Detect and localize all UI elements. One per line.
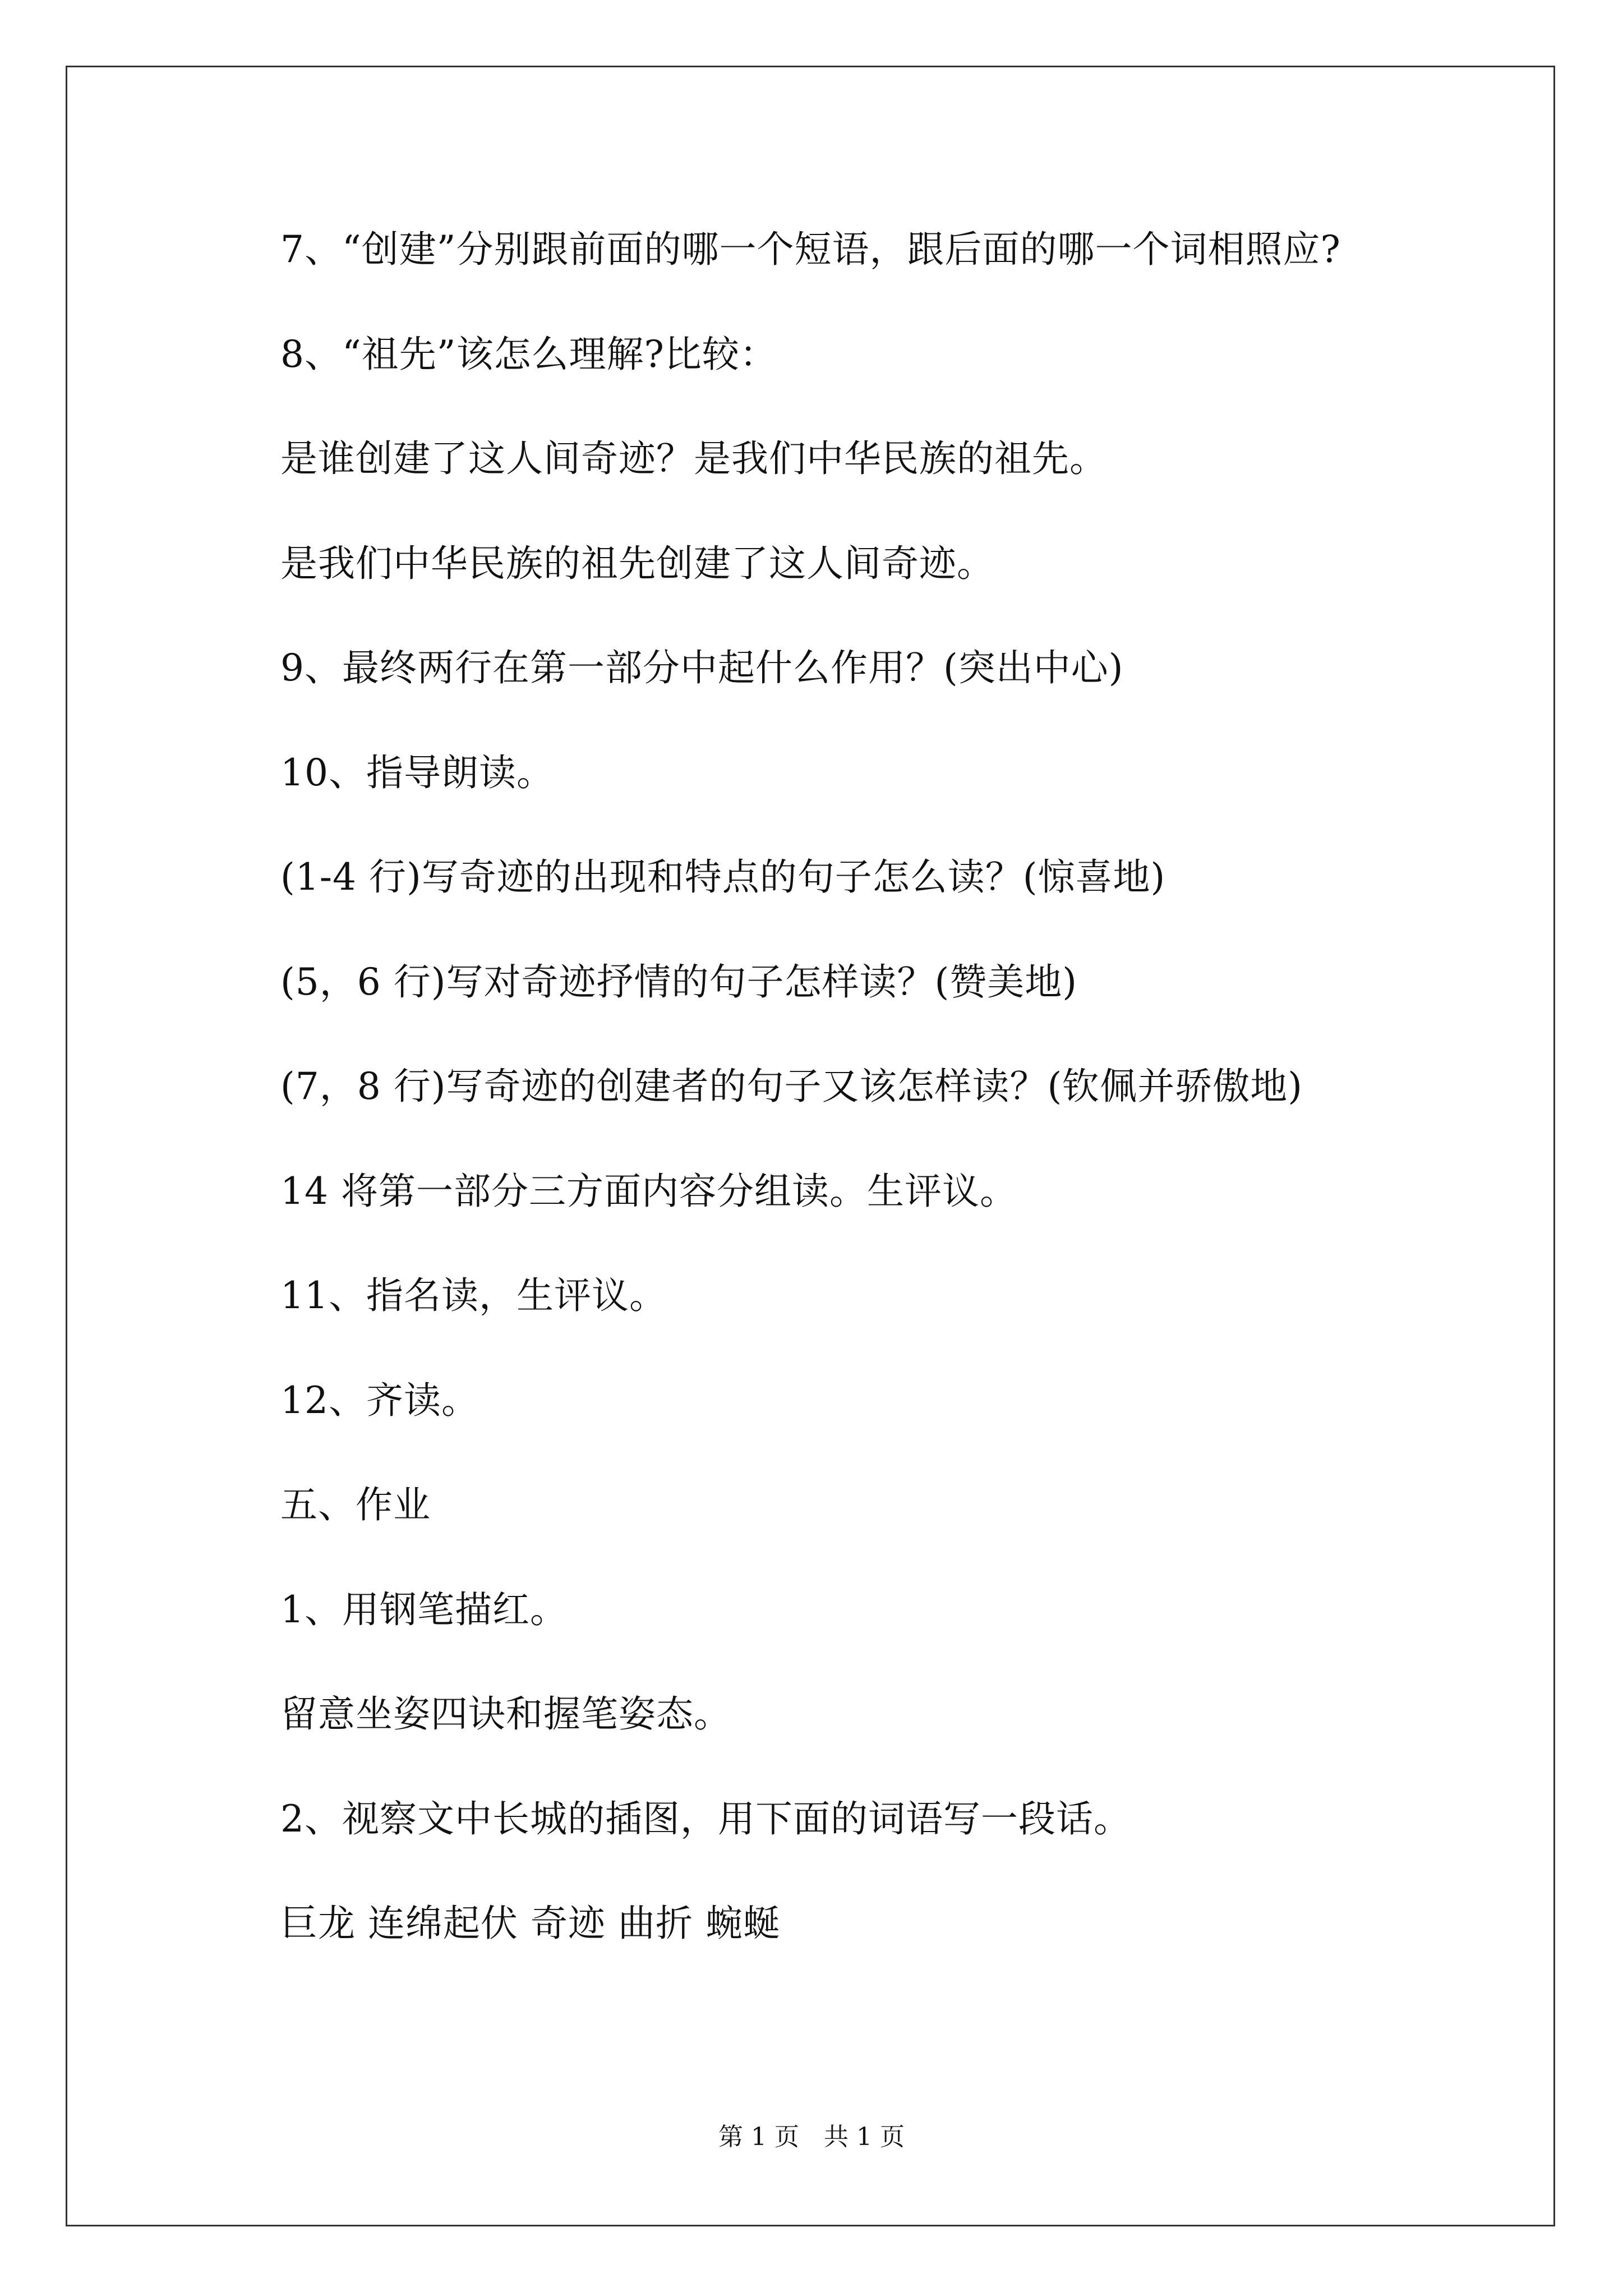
text-line: (5，6 行)写对奇迹抒情的句子怎样读？(赞美地) [280, 960, 1077, 1004]
text-line: (1-4 行)写奇迹的出现和特点的句子怎么读？(惊喜地) [280, 855, 1166, 899]
text-line: 12、齐读。 [280, 1378, 479, 1422]
text-line: 7、“创建”分别跟前面的哪一个短语，跟后面的哪一个词相照应? [280, 228, 1341, 271]
text-line: 巨龙 连绵起伏 奇迹 曲折 蜿蜒 [280, 1902, 781, 1945]
text-line: 8、“祖先”该怎么理解?比较： [280, 332, 777, 376]
text-line: 是谁创建了这人间奇迹？是我们中华民族的祖先。 [280, 437, 1107, 480]
text-line: 1、用钢笔描红。 [280, 1588, 568, 1631]
page-footer [0, 2120, 1623, 2154]
text-line: 9、最终两行在第一部分中起什么作用？(突出中心) [280, 646, 1124, 689]
section-heading: 五、作业 [280, 1483, 431, 1526]
text-line: 是我们中华民族的祖先创建了这人间奇迹。 [280, 541, 994, 585]
text-line: 留意坐姿四诀和握笔姿态。 [280, 1692, 731, 1736]
document-body [280, 222, 1486, 2000]
text-line: (7，8 行)写奇迹的创建者的句子又该怎样读？(钦佩并骄傲地) [280, 1065, 1303, 1108]
page-number: 第 1 页 共 1 页 [718, 2123, 905, 2151]
text-line: 10、指导朗读。 [280, 751, 554, 794]
text-line: 11、指名读，生评议。 [280, 1274, 667, 1317]
text-line: 2、视察文中长城的插图，用下面的词语写一段话。 [280, 1797, 1131, 1841]
text-line: 14 将第一部分三方面内容分组读。生评议。 [280, 1169, 1017, 1213]
